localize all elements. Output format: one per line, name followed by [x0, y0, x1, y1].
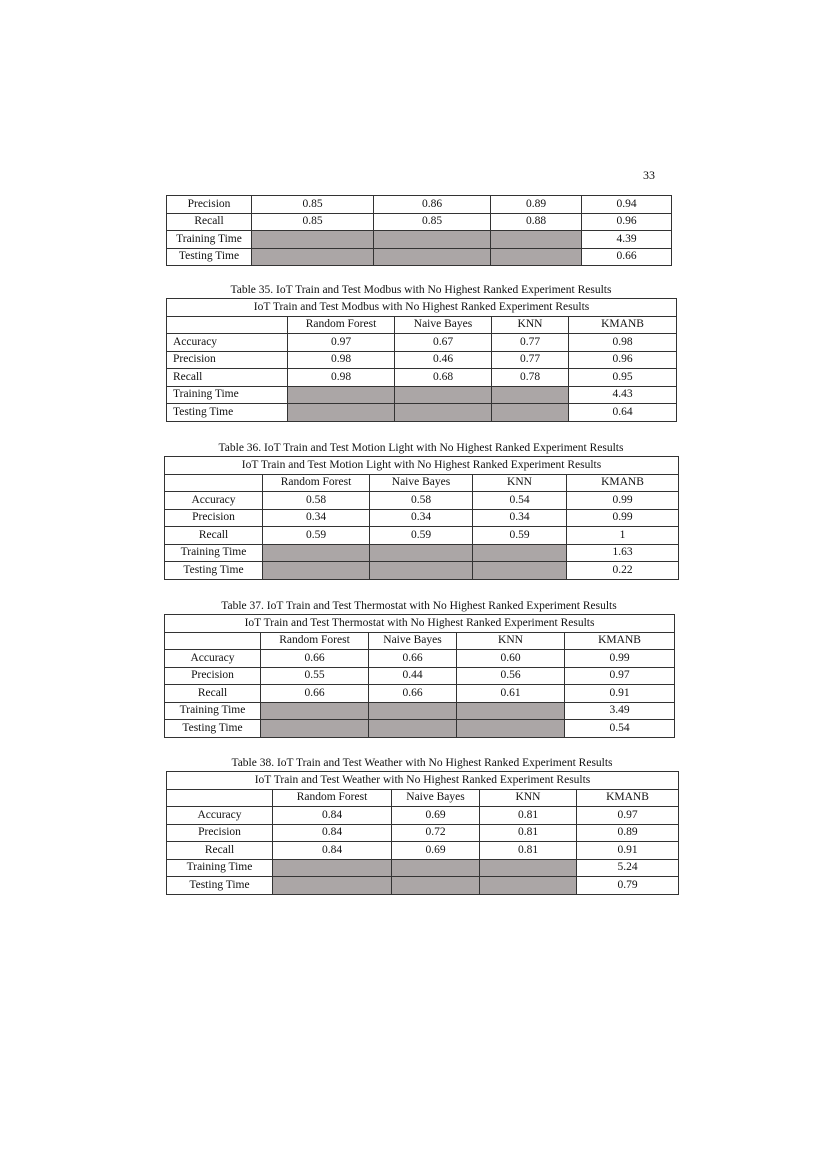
- table-row: [165, 527, 679, 545]
- empty-shaded-cell: [395, 386, 492, 404]
- row-label: Testing Time: [167, 248, 252, 266]
- empty-shaded-cell: [473, 562, 567, 580]
- empty-shaded-cell: [273, 859, 392, 877]
- kmanb-value-cell: 0.64: [569, 404, 677, 422]
- empty-shaded-cell: [288, 386, 395, 404]
- kmanb-value-cell: 0.99: [567, 492, 679, 510]
- value-cell: 0.69: [392, 807, 480, 825]
- kmanb-value-cell: 0.91: [565, 685, 675, 703]
- value-cell: 0.58: [370, 492, 473, 510]
- table-header-row: [165, 632, 675, 650]
- column-header: KMANB: [565, 632, 675, 650]
- column-header: Random Forest: [261, 632, 369, 650]
- value-cell: 0.84: [273, 824, 392, 842]
- row-label: Accuracy: [167, 334, 288, 352]
- header-empty-cell: [167, 316, 288, 334]
- row-label: Precision: [167, 196, 252, 214]
- table-38-block: [166, 756, 678, 895]
- kmanb-value-cell: 4.39: [582, 231, 672, 249]
- row-label: Testing Time: [167, 404, 288, 422]
- empty-shaded-cell: [480, 859, 577, 877]
- header-empty-cell: [165, 474, 263, 492]
- results-table: [166, 771, 679, 895]
- value-cell: 0.66: [369, 685, 457, 703]
- row-label: Testing Time: [165, 562, 263, 580]
- empty-shaded-cell: [492, 386, 569, 404]
- empty-shaded-cell: [374, 248, 491, 266]
- column-header: Naive Bayes: [395, 316, 492, 334]
- empty-shaded-cell: [395, 404, 492, 422]
- table-row: [167, 824, 679, 842]
- row-label: Recall: [165, 527, 263, 545]
- row-label: Training Time: [167, 386, 288, 404]
- value-cell: 0.84: [273, 842, 392, 860]
- row-label: Accuracy: [165, 650, 261, 668]
- kmanb-value-cell: 0.96: [569, 351, 677, 369]
- results-table: [166, 298, 677, 422]
- table-title: IoT Train and Test Thermostat with No Highest Ranked Experiment Results: [165, 615, 675, 633]
- value-cell: 0.44: [369, 667, 457, 685]
- value-cell: 0.68: [395, 369, 492, 387]
- fragment-table: [166, 195, 672, 266]
- table-35-block: [166, 283, 676, 422]
- results-table: [164, 456, 679, 580]
- value-cell: 0.46: [395, 351, 492, 369]
- column-header: Naive Bayes: [370, 474, 473, 492]
- table-header-row: [165, 474, 679, 492]
- table-row: [165, 509, 679, 527]
- row-label: Recall: [167, 369, 288, 387]
- value-cell: 0.56: [457, 667, 565, 685]
- value-cell: 0.98: [288, 369, 395, 387]
- value-cell: 0.60: [457, 650, 565, 668]
- table-title-row: [167, 299, 677, 317]
- empty-shaded-cell: [369, 720, 457, 738]
- empty-shaded-cell: [261, 702, 369, 720]
- empty-shaded-cell: [370, 562, 473, 580]
- table-title-row: [165, 457, 679, 475]
- kmanb-value-cell: 0.96: [582, 213, 672, 231]
- empty-shaded-cell: [491, 248, 582, 266]
- value-cell: 0.34: [370, 509, 473, 527]
- value-cell: 0.66: [261, 685, 369, 703]
- empty-shaded-cell: [252, 248, 374, 266]
- value-cell: 0.81: [480, 824, 577, 842]
- value-cell: 0.61: [457, 685, 565, 703]
- value-cell: 0.81: [480, 842, 577, 860]
- value-cell: 0.88: [491, 213, 582, 231]
- kmanb-value-cell: 0.97: [565, 667, 675, 685]
- row-label: Training Time: [165, 544, 263, 562]
- value-cell: 0.34: [263, 509, 370, 527]
- table-row: [167, 334, 677, 352]
- table-36-block: [164, 441, 678, 580]
- value-cell: 0.84: [273, 807, 392, 825]
- row-label: Training Time: [167, 859, 273, 877]
- value-cell: 0.69: [392, 842, 480, 860]
- fragment-body: [167, 196, 672, 266]
- table-row: [165, 702, 675, 720]
- value-cell: 0.72: [392, 824, 480, 842]
- empty-shaded-cell: [480, 877, 577, 895]
- table-row: [165, 544, 679, 562]
- kmanb-value-cell: 0.89: [577, 824, 679, 842]
- column-header: KNN: [457, 632, 565, 650]
- kmanb-value-cell: 5.24: [577, 859, 679, 877]
- row-label: Accuracy: [165, 492, 263, 510]
- column-header: KMANB: [567, 474, 679, 492]
- empty-shaded-cell: [491, 231, 582, 249]
- table-title: IoT Train and Test Weather with No Highest Ranked Experiment Results: [167, 772, 679, 790]
- kmanb-value-cell: 0.97: [577, 807, 679, 825]
- header-empty-cell: [165, 632, 261, 650]
- value-cell: 0.58: [263, 492, 370, 510]
- table-fragment: [166, 195, 671, 266]
- row-label: Accuracy: [167, 807, 273, 825]
- row-label: Training Time: [165, 702, 261, 720]
- kmanb-value-cell: 0.94: [582, 196, 672, 214]
- header-empty-cell: [167, 789, 273, 807]
- table-row: [167, 877, 679, 895]
- kmanb-value-cell: 3.49: [565, 702, 675, 720]
- value-cell: 0.89: [491, 196, 582, 214]
- empty-shaded-cell: [457, 702, 565, 720]
- column-header: KNN: [480, 789, 577, 807]
- value-cell: 0.81: [480, 807, 577, 825]
- row-label: Recall: [167, 213, 252, 231]
- empty-shaded-cell: [457, 720, 565, 738]
- value-cell: 0.98: [288, 351, 395, 369]
- value-cell: 0.59: [263, 527, 370, 545]
- table-row: [165, 492, 679, 510]
- value-cell: 0.59: [370, 527, 473, 545]
- row-label: Precision: [165, 509, 263, 527]
- table-caption: Table 37. IoT Train and Test Thermostat with No Highest Ranked Experiment Results: [221, 600, 617, 612]
- column-header: KMANB: [577, 789, 679, 807]
- kmanb-value-cell: 0.95: [569, 369, 677, 387]
- row-label: Precision: [165, 667, 261, 685]
- table-row: [167, 248, 672, 266]
- value-cell: 0.59: [473, 527, 567, 545]
- empty-shaded-cell: [263, 562, 370, 580]
- column-header: Naive Bayes: [392, 789, 480, 807]
- empty-shaded-cell: [252, 231, 374, 249]
- table-row: [167, 231, 672, 249]
- table-row: [167, 807, 679, 825]
- column-header: Random Forest: [288, 316, 395, 334]
- table-row: [167, 859, 679, 877]
- column-header: Random Forest: [273, 789, 392, 807]
- results-table: [164, 614, 675, 738]
- empty-shaded-cell: [370, 544, 473, 562]
- table-title: IoT Train and Test Modbus with No Highest Ranked Experiment Results: [167, 299, 677, 317]
- row-label: Precision: [167, 351, 288, 369]
- table-header-row: [167, 316, 677, 334]
- value-cell: 0.85: [252, 196, 374, 214]
- empty-shaded-cell: [492, 404, 569, 422]
- value-cell: 0.67: [395, 334, 492, 352]
- table-title: IoT Train and Test Motion Light with No Highest Ranked Experiment Results: [165, 457, 679, 475]
- table-row: [165, 650, 675, 668]
- value-cell: 0.54: [473, 492, 567, 510]
- table-row: [165, 720, 675, 738]
- value-cell: 0.77: [492, 351, 569, 369]
- row-label: Training Time: [167, 231, 252, 249]
- value-cell: 0.78: [492, 369, 569, 387]
- column-header: KMANB: [569, 316, 677, 334]
- table-row: [165, 667, 675, 685]
- column-header: KNN: [492, 316, 569, 334]
- column-header: KNN: [473, 474, 567, 492]
- table-row: [165, 562, 679, 580]
- value-cell: 0.66: [369, 650, 457, 668]
- kmanb-value-cell: 1: [567, 527, 679, 545]
- table-row: [167, 842, 679, 860]
- kmanb-value-cell: 0.99: [567, 509, 679, 527]
- value-cell: 0.85: [252, 213, 374, 231]
- table-row: [167, 386, 677, 404]
- empty-shaded-cell: [288, 404, 395, 422]
- kmanb-value-cell: 0.54: [565, 720, 675, 738]
- table-row: [165, 685, 675, 703]
- row-label: Recall: [165, 685, 261, 703]
- row-label: Testing Time: [167, 877, 273, 895]
- column-header: Random Forest: [263, 474, 370, 492]
- kmanb-value-cell: 1.63: [567, 544, 679, 562]
- value-cell: 0.77: [492, 334, 569, 352]
- table-row: [167, 213, 672, 231]
- table-header-row: [167, 789, 679, 807]
- value-cell: 0.66: [261, 650, 369, 668]
- empty-shaded-cell: [392, 859, 480, 877]
- table-row: [167, 369, 677, 387]
- kmanb-value-cell: 0.79: [577, 877, 679, 895]
- table-caption: Table 38. IoT Train and Test Weather with No Highest Ranked Experiment Results: [231, 757, 613, 769]
- kmanb-value-cell: 0.99: [565, 650, 675, 668]
- empty-shaded-cell: [369, 702, 457, 720]
- table-title-row: [165, 615, 675, 633]
- value-cell: 0.86: [374, 196, 491, 214]
- kmanb-value-cell: 4.43: [569, 386, 677, 404]
- table-row: [167, 404, 677, 422]
- empty-shaded-cell: [392, 877, 480, 895]
- table-37-block: [164, 599, 674, 738]
- empty-shaded-cell: [261, 720, 369, 738]
- row-label: Precision: [167, 824, 273, 842]
- value-cell: 0.85: [374, 213, 491, 231]
- kmanb-value-cell: 0.98: [569, 334, 677, 352]
- empty-shaded-cell: [273, 877, 392, 895]
- column-header: Naive Bayes: [369, 632, 457, 650]
- row-label: Recall: [167, 842, 273, 860]
- kmanb-value-cell: 0.66: [582, 248, 672, 266]
- kmanb-value-cell: 0.22: [567, 562, 679, 580]
- value-cell: 0.55: [261, 667, 369, 685]
- table-row: [167, 351, 677, 369]
- table-caption: Table 35. IoT Train and Test Modbus with No Highest Ranked Experiment Results: [230, 284, 612, 296]
- empty-shaded-cell: [374, 231, 491, 249]
- table-title-row: [167, 772, 679, 790]
- value-cell: 0.97: [288, 334, 395, 352]
- kmanb-value-cell: 0.91: [577, 842, 679, 860]
- row-label: Testing Time: [165, 720, 261, 738]
- table-caption: Table 36. IoT Train and Test Motion Light with No Highest Ranked Experiment Results: [218, 442, 624, 454]
- empty-shaded-cell: [263, 544, 370, 562]
- empty-shaded-cell: [473, 544, 567, 562]
- value-cell: 0.34: [473, 509, 567, 527]
- page-number: 33: [643, 168, 655, 182]
- table-row: [167, 196, 672, 214]
